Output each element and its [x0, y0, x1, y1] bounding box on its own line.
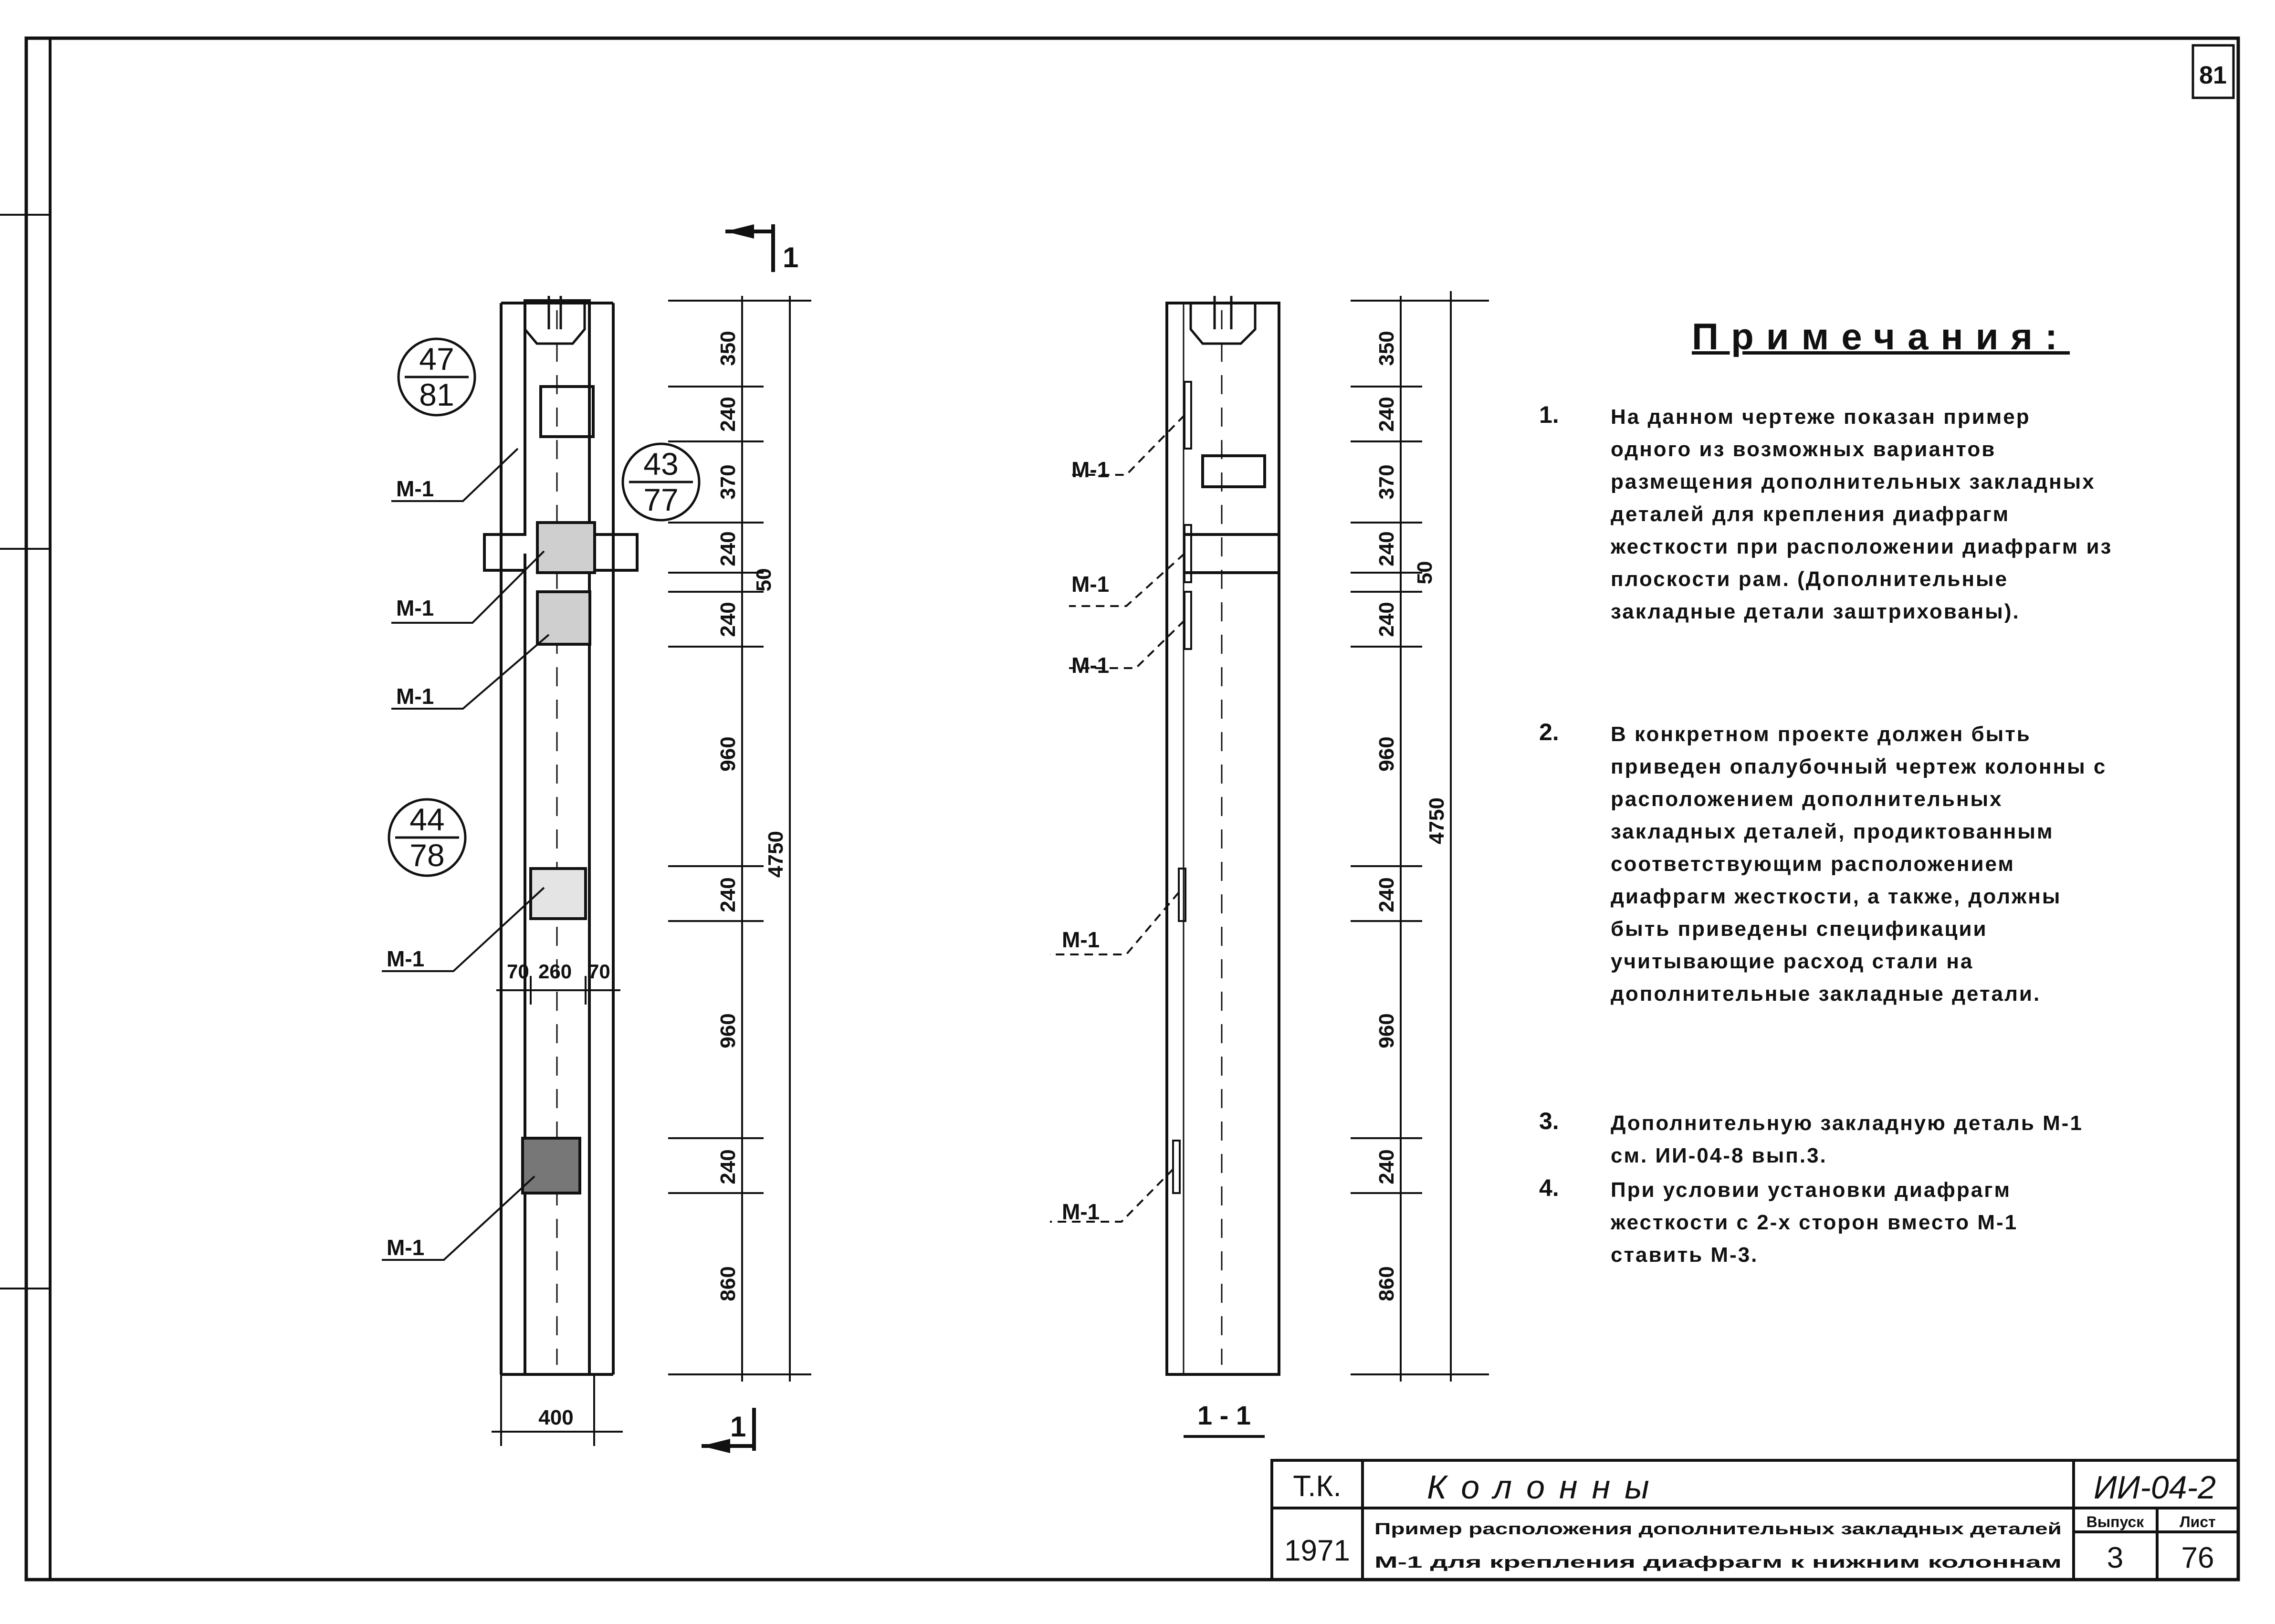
right-label-m1: М-1	[1071, 653, 1110, 678]
section-title-1-1: 1 - 1	[1197, 1400, 1251, 1430]
dim-240: 240	[1375, 877, 1398, 912]
detail-ref-1	[398, 339, 475, 415]
left-dimension-labels	[716, 331, 787, 1301]
right-label-m1: М-1	[1071, 457, 1110, 482]
note-number: 4.	[1539, 1174, 1559, 1201]
title-block-description-1: Пример расположения дополнительных закладных деталей	[1374, 1520, 2062, 1538]
note-text: Дополнительную закладную деталь М-1 см. ИИ-04-8 вып.3.	[1611, 1111, 2083, 1167]
title-block-issue-label: Выпуск	[2086, 1513, 2144, 1530]
detail-ref-1-bottom: 81	[419, 377, 454, 412]
section-mark-top-label: 1	[783, 241, 799, 273]
left-plate-5	[523, 1138, 580, 1193]
detail-ref-2-top: 43	[643, 446, 679, 482]
right-label-m1: М-1	[1062, 1199, 1100, 1224]
title-block-issue: 3	[2107, 1541, 2124, 1574]
base-width-label: 400	[538, 1406, 574, 1429]
right-column-view	[1167, 296, 1279, 1374]
plate-dim-70-right: 70	[588, 960, 610, 983]
dim-240: 240	[716, 531, 740, 566]
title-block-series: ИИ-04-2	[2093, 1469, 2216, 1506]
section-mark-bottom	[702, 1408, 754, 1453]
right-dimension-labels	[1375, 331, 1448, 1301]
left-label-m1: М-1	[387, 946, 425, 971]
right-label-m1: М-1	[1062, 927, 1100, 952]
detail-ref-2	[623, 444, 699, 520]
left-dimension-chain	[668, 296, 811, 1382]
notes-title: Примечания:	[1692, 315, 2070, 357]
page-number: 81	[2199, 62, 2227, 89]
dim-240: 240	[716, 1149, 740, 1184]
right-plate-side-4	[1179, 869, 1185, 921]
note-text: При условии установки диафрагм жесткости с 2-х сторон вместо М-1 ставить М-3.	[1611, 1178, 2018, 1267]
right-plate-side-3	[1185, 592, 1191, 649]
title-block-name: Колонны	[1427, 1468, 1664, 1506]
left-plate-1	[541, 387, 593, 437]
section-mark-bottom-label: 1	[730, 1411, 746, 1443]
title-block-description-2: М-1 для крепления диафрагм к нижним колоннам	[1374, 1553, 2062, 1572]
right-plate-front	[1203, 456, 1265, 487]
title-block-org: Т.К.	[1293, 1470, 1342, 1503]
detail-ref-3	[389, 799, 465, 876]
dim-350: 350	[716, 331, 740, 366]
note-number: 2.	[1539, 719, 1559, 745]
plate-dim-260: 260	[538, 960, 572, 983]
dim-240: 240	[716, 877, 740, 912]
dim-240: 240	[1375, 1149, 1398, 1184]
right-plate-side-1	[1185, 382, 1191, 449]
right-plate-side-5	[1173, 1141, 1180, 1193]
dim-240: 240	[716, 602, 740, 637]
dim-50: 50	[1413, 561, 1436, 585]
left-label-m1: М-1	[396, 684, 434, 709]
left-label-m1: М-1	[396, 476, 434, 501]
dim-370: 370	[716, 464, 740, 500]
dim-240: 240	[1375, 531, 1398, 566]
dim-total-4750: 4750	[764, 831, 787, 878]
left-label-m1: М-1	[396, 596, 434, 620]
dim-960: 960	[716, 736, 740, 772]
title-block-year: 1971	[1284, 1534, 1350, 1567]
section-mark-top	[725, 224, 773, 272]
detail-ref-3-bottom: 78	[409, 838, 445, 873]
detail-ref-1-top: 47	[419, 341, 454, 377]
dim-960: 960	[1375, 736, 1398, 772]
title-block-sheet: 76	[2181, 1541, 2214, 1574]
dim-total-4750: 4750	[1425, 797, 1448, 844]
detail-ref-2-bottom: 77	[643, 482, 679, 517]
note-text: На данном чертеже показан пример одного из возможных вариантов размещения дополнительных закладных деталей для крепления диафрагм жесткости при расположении диафрагм из плоскости рам. (Дополнительные закладные детали заштрихованы).	[1611, 405, 2113, 623]
dim-240: 240	[716, 397, 740, 432]
plate-dim-70-left: 70	[507, 960, 529, 983]
dim-960: 960	[716, 1013, 740, 1048]
dim-350: 350	[1375, 331, 1398, 366]
dim-50: 50	[752, 568, 776, 592]
title-block-sheet-label: Лист	[2180, 1513, 2216, 1530]
dim-960: 960	[1375, 1013, 1398, 1048]
left-plate-3	[537, 592, 590, 644]
dim-860: 860	[1375, 1266, 1398, 1301]
dim-240: 240	[1375, 397, 1398, 432]
dim-370: 370	[1375, 464, 1398, 500]
right-labels	[1062, 457, 1109, 1224]
detail-ref-3-top: 44	[409, 802, 445, 837]
note-text: В конкретном проекте должен быть приведен опалубочный чертеж колонны с расположением дополнительных закладных деталей, продиктованным соответствующим расположением диафрагм жесткости, а также, должны быть приведены спецификации учитывающие расход стали на дополнительные закладные детали.	[1611, 723, 2107, 1006]
left-column-plates	[523, 387, 595, 1193]
left-label-m1: М-1	[387, 1235, 425, 1260]
dim-240: 240	[1375, 602, 1398, 637]
note-number: 3.	[1539, 1108, 1559, 1134]
right-dimension-chain	[1351, 291, 1489, 1382]
right-leaders	[1050, 415, 1185, 1222]
right-label-m1: М-1	[1071, 572, 1110, 597]
left-plate-2	[537, 523, 595, 573]
note-number: 1.	[1539, 401, 1559, 428]
dim-860: 860	[716, 1266, 740, 1301]
